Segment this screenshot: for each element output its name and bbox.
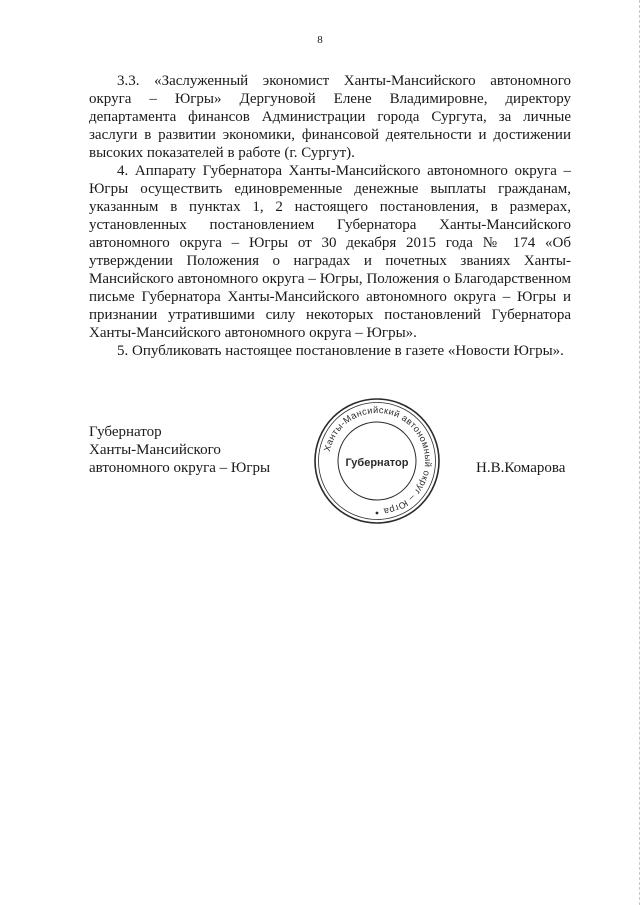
paragraph-3-3: 3.3. «Заслуженный экономист Ханты-Мансийского автономного округа – Югры» Дергуновой Елене Владимировне, директору департамента финансов Администрации города Сургута, за личные заслуги в развитии экономики, финансовой деятельности и достижении высоких показателей в работе (г. Сургут). [89,73,571,161]
document-body [89,72,571,360]
signatory-title-line: Ханты-Мансийского [89,442,221,458]
seal-center-text: Губернатор [345,457,409,469]
seal-dot [376,512,379,515]
signatory-title-line: автономного округа – Югры [89,460,271,476]
paragraph-4: 4. Аппарату Губернатора Ханты-Мансийского автономного округа – Югры осуществить единовременные денежные выплаты гражданам, указанным в пунктах 1, 2 настоящего постановления, в размерах, установленных постановлением Губернатора Ханты-Мансийского автономного округа – Югры от 30 декабря 2015 года № 174 «Об утверждении Положения о наградах и почетных званиях Ханты-Мансийского автономного округа – Югры, Положения о Благодарственном письме Губернатора Ханты-Мансийского автономного округа – Югры и признании утратившими силу некоторых постановлений Губернатора Ханты-Мансийского автономного округа – Югры». [89,163,571,341]
signatory-name: Н.В.Комарова [476,460,566,476]
page-number: 8 [317,34,323,46]
signatory-title-line: Губернатор [89,424,162,440]
paragraph-5: 5. Опубликовать настоящее постановление в газете «Новости Югры». [117,343,564,359]
signatory-title [89,423,270,477]
seal-ring-text: Ханты-Мансийский автономный округ – Югра [321,404,434,517]
official-seal-graphic [311,395,443,527]
official-seal [311,395,443,527]
